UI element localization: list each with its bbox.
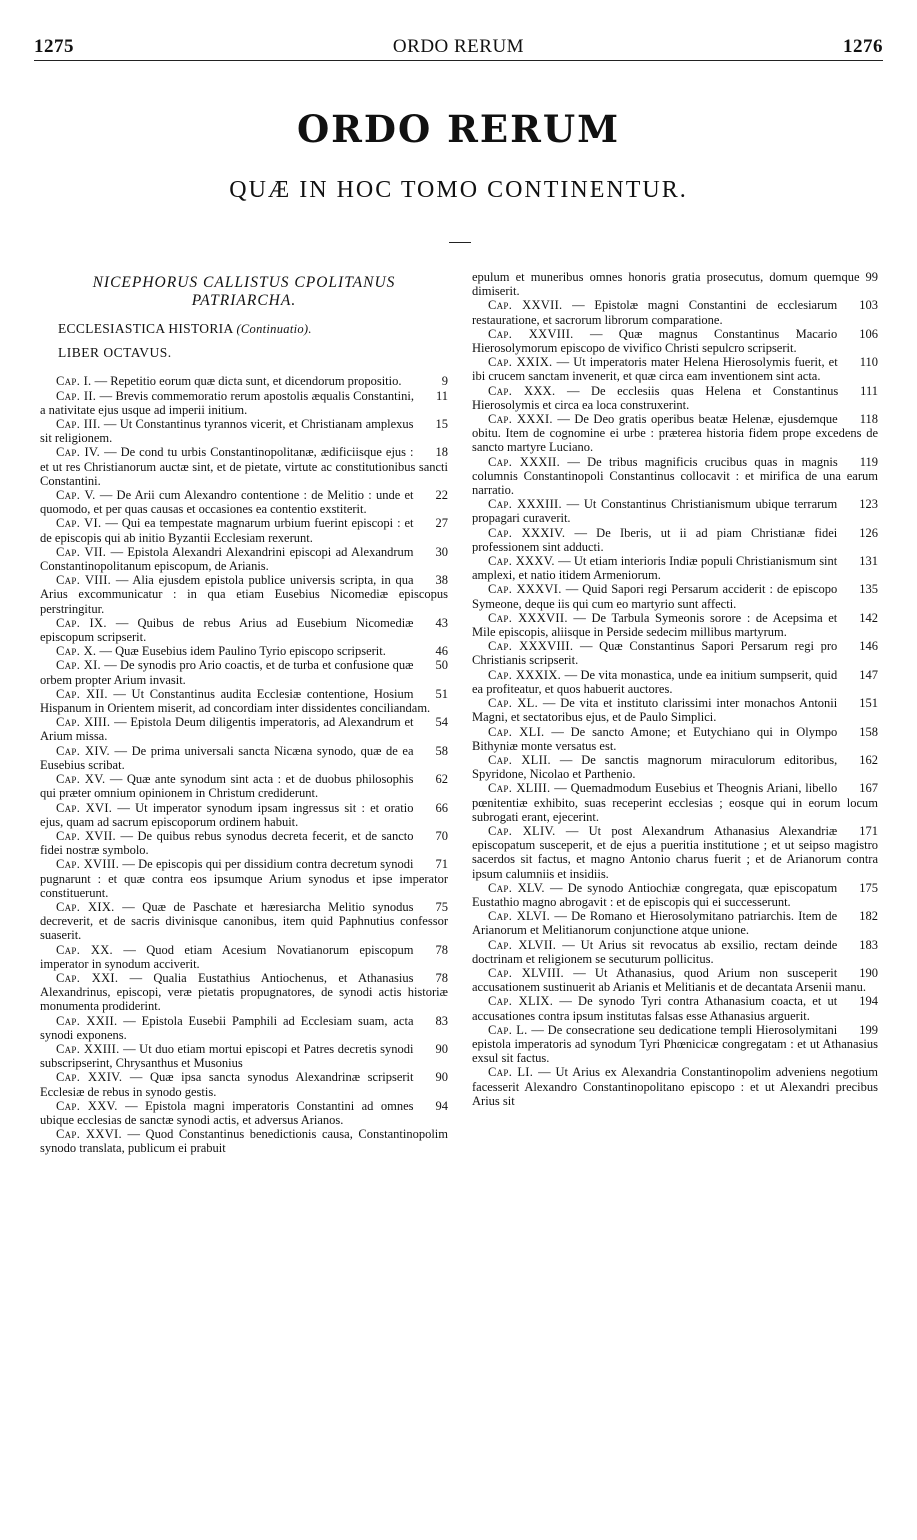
entry-text: — De ecclesiis quas Helena et Constantinus Hierosolymis et circa ea loca construxerint. xyxy=(472,383,839,412)
toc-entry xyxy=(472,1023,878,1066)
entry-text: — De vita monastica, unde ea initium sumpserit, quid ea profiteatur, et quos habuerit auctores. xyxy=(472,667,838,696)
entry-text: — Ut Constantinus tyrannos vicerit, et Christianam amplexus sit religionem. xyxy=(40,417,414,446)
entry-chapter: Cap. XXXVIII. xyxy=(488,639,574,654)
entry-chapter: Cap. V. xyxy=(56,488,96,503)
toc-entry xyxy=(40,658,448,686)
toc-entry xyxy=(472,725,878,753)
running-title: ORDO RERUM xyxy=(392,36,525,57)
entry-page: 126 xyxy=(859,525,878,540)
toc-entry xyxy=(40,829,448,857)
toc-entry xyxy=(472,497,878,525)
entry-text: — De cond tu urbis Constantinopolitanæ, ædificiisque ejus : et ut res Christianorum auctæ sint, et de pietate, virtute ac constitutionibus sancti Constantini. xyxy=(40,445,448,488)
entry-page: 111 xyxy=(860,383,878,398)
entry-page: 15 xyxy=(435,417,448,432)
entry-page: 194 xyxy=(859,994,878,1009)
entry-text: — Quæ de Paschate et hæresiarcha Melitio synodus decreverit, et de sacris divinisque canonibus, item quid Paphnutius confessor suaserit. xyxy=(40,899,448,943)
entry-page: 83 xyxy=(435,1013,448,1028)
entry-chapter: Cap. XVI. xyxy=(56,800,113,815)
entry-text: — De episcopis qui per dissidium contra decretum synodi pugnarunt : et quæ contra eos ipsumque Arium synodus et ipse imperator constituerunt. xyxy=(40,857,448,900)
entry-page: 118 xyxy=(859,412,878,427)
toc-entry xyxy=(472,668,878,696)
entry-page: 22 xyxy=(435,488,448,503)
entry-page: 50 xyxy=(435,658,448,673)
entry-text: — Quod etiam Acesium Novatianorum episcopum imperator in synodum acciverit. xyxy=(40,942,414,971)
right-column xyxy=(472,270,878,1108)
entry-page: 11 xyxy=(435,388,448,403)
entry-page: 158 xyxy=(859,724,878,739)
toc-entry xyxy=(472,611,878,639)
entry-chapter: Cap. XXIX. xyxy=(488,355,553,370)
entry-text: — Epistola Eusebii Pamphili ad Ecclesiam suam, acta synodi exponens. xyxy=(40,1013,414,1042)
toc-entry xyxy=(472,824,878,881)
toc-entry xyxy=(40,801,448,829)
entry-chapter: Cap. XXV. xyxy=(56,1098,118,1113)
entry-text: — De prima universali sancta Nicæna synodo, quæ de ea Eusebius scribat. xyxy=(40,743,414,772)
entry-chapter: Cap. XXXII. xyxy=(488,454,561,469)
entry-page: 171 xyxy=(859,823,878,838)
toc-entry xyxy=(40,744,448,772)
entry-chapter: Cap. III. xyxy=(56,417,101,432)
entry-chapter: Cap. XL. xyxy=(488,696,539,711)
entry-text: — Quæ magnus Constantinus Macario Hierosolymorum episcopo de vivifico Christi sepulcro scripserit. xyxy=(472,326,838,356)
entry-chapter: Cap. XXIV. xyxy=(56,1070,123,1085)
entry-page: 106 xyxy=(859,326,878,341)
entry-text: — De quibus rebus synodus decreta fecerit, et de sancto fidei nostræ symbolo. xyxy=(40,828,414,858)
entry-text: — Epistola Deum diligentis imperatoris, ad Alexandrum et Arium missa. xyxy=(40,715,414,744)
toc-entry xyxy=(472,909,878,937)
entry-text: — De consecratione seu dedicatione templi Hierosolymitani epistola imperatoris ad synodum Tyri Phœnicicæ congregatam : et ut Athanasius exsul sit factus. xyxy=(472,1022,878,1066)
entry-chapter: Cap. XLIX. xyxy=(488,994,554,1009)
toc-entry xyxy=(40,1070,448,1098)
entry-page: 54 xyxy=(435,715,448,730)
entry-page: 146 xyxy=(859,639,878,654)
entry-text: — Quæ ipsa sancta synodus Alexandrinæ scripserit Ecclesiæ de rebus in synodo gestis. xyxy=(40,1070,414,1099)
toc-entry xyxy=(40,644,448,658)
entry-page: 71 xyxy=(435,857,448,872)
entry-page: 62 xyxy=(435,772,448,787)
entry-text: — Qualia Eustathius Antiochenus, et Athanasius Alexandrinus, episcopi, veræ pietatis propugnatores, de synodi actis historiæ monumenta prodiderint. xyxy=(40,970,448,1014)
page-number-left: 1275 xyxy=(34,36,74,57)
toc-entry xyxy=(472,938,878,966)
entry-page: 110 xyxy=(859,355,878,370)
entry-text: — De synodo Tyri contra Athanasium coacta, et ut accusationes contra ipsum institutas falsas esse Athanasius arguerit. xyxy=(472,994,838,1023)
entry-text: — Ut Arius ex Alexandria Constantinopolim adveniens negotium facesserit Alexandro Constantinopolitano episcopo : et ut Alexandri precibus Arius sit xyxy=(472,1065,879,1108)
entry-chapter: Cap. XLVIII. xyxy=(488,965,564,980)
entry-text: — De synodis pro Ario coactis, et de turba et confusione quæ orbem propter Arium invasit. xyxy=(40,658,414,687)
entry-page: 66 xyxy=(435,800,448,815)
entry-text: — Quid Sapori regi Persarum acciderit : de episcopo Symeone, deque iis qui cum eo martyrio sunt affecti. xyxy=(472,582,838,611)
entry-page: 46 xyxy=(435,644,448,659)
toc-entry xyxy=(40,1042,448,1070)
entry-text: — Quemadmodum Eusebius et Theognis Ariani, libello pœnitentiæ exhibito, suas receperint ecclesias ; eosque qui in eorum locum subrogati erant, ejecerint. xyxy=(472,781,878,824)
entry-text: — Brevis commemoratio rerum apostolis æqualis Constantini, a nativitate ejus usque ad imperii initium. xyxy=(40,388,414,417)
work-title-note: (Continuatio). xyxy=(236,322,312,336)
toc-entry xyxy=(40,616,448,644)
entry-chapter: Cap. XXXV. xyxy=(488,554,555,569)
toc-entry xyxy=(40,417,448,445)
entry-page: 58 xyxy=(435,743,448,758)
author-heading: NICEPHORUS CALLISTUS CPOLITANUS PATRIARCHA. xyxy=(92,274,396,309)
entry-text: epulum et muneribus omnes honoris gratia prosecutus, domum quemque dimiserit. xyxy=(472,270,860,299)
entry-chapter: Cap. XLVII. xyxy=(488,937,557,952)
entry-text: — Quæ Eusebius idem Paulino Tyrio episcopo scripserit. xyxy=(99,644,386,659)
toc-entry xyxy=(40,389,448,417)
running-header xyxy=(34,32,883,61)
entry-text: — Quæ ante synodum sint acta : et de duobus philosophis qui præter omnium opinionem in Christum crediderunt. xyxy=(40,772,414,801)
entry-chapter: Cap. XXIII. xyxy=(56,1041,120,1056)
right-entries-list xyxy=(472,298,878,1108)
entry-page: 78 xyxy=(435,942,448,957)
entry-page: 119 xyxy=(859,454,878,469)
entry-chapter: Cap. XLIII. xyxy=(488,781,551,796)
entry-chapter: Cap. L. xyxy=(488,1022,528,1037)
entry-chapter: Cap. XXII. xyxy=(56,1013,118,1028)
entry-chapter: Cap. XV. xyxy=(56,772,106,787)
entry-page: 131 xyxy=(859,554,878,569)
toc-entry xyxy=(472,1065,878,1108)
toc-entry xyxy=(472,966,878,994)
entry-page: 99 xyxy=(865,270,878,284)
entry-chapter: Cap. XLIV. xyxy=(488,823,556,838)
entry-chapter: Cap. XXI. xyxy=(56,970,119,985)
entry-page: 70 xyxy=(435,828,448,843)
entry-chapter: Cap. VII. xyxy=(56,544,107,559)
toc-entry xyxy=(40,374,448,388)
entry-page: 151 xyxy=(859,696,878,711)
entry-text: — Ut Arius sit revocatus ab exsilio, rectam deinde doctrinam et religionem se secuturum pollicitus. xyxy=(472,937,838,966)
entry-chapter: Cap. XXX. xyxy=(488,383,556,398)
entry-chapter: Cap. XLV. xyxy=(488,880,545,895)
toc-entry xyxy=(472,696,878,724)
entry-page: 90 xyxy=(435,1041,448,1056)
toc-entry xyxy=(472,554,878,582)
entry-chapter: Cap. XLVI. xyxy=(488,909,551,924)
entry-page: 90 xyxy=(435,1070,448,1085)
toc-entry xyxy=(40,1014,448,1042)
entry-text: — Quod Constantinus benedictionis causa, Constantinopolim synodo translata, publicum ei prabuit xyxy=(40,1127,449,1156)
entry-chapter: Cap. XX. xyxy=(56,942,113,957)
entry-text: — De vita et instituto clarissimi inter monachos Antonii Magni, et sectatoribus ejus, et de Paulo Simplici. xyxy=(472,696,838,725)
entry-page: 43 xyxy=(435,615,448,630)
entry-text: — Ut Athanasius, quod Arium non susceperit accusationem sustinuerit ab Arianis et Melitianis et de decantata Arsenii manu. xyxy=(472,965,866,995)
entry-chapter: Cap. IX. xyxy=(56,615,107,630)
entry-text: — Ut etiam interioris Indiæ populi Christianismum sint amplexi, et natio itidem Armeniorum. xyxy=(472,554,838,583)
toc-entry xyxy=(472,412,878,455)
toc-entry xyxy=(40,715,448,743)
title-divider xyxy=(449,242,471,243)
toc-entry xyxy=(40,857,448,900)
entry-text: — Qui ea tempestate magnarum urbium fuerint episcopi : et de episcopis qui ab initio Byzantii Ecclesiam rexerunt. xyxy=(40,516,414,545)
entry-chapter: Cap. XXVIII. xyxy=(488,326,574,341)
entry-page: 167 xyxy=(859,781,878,796)
entry-page: 162 xyxy=(859,752,878,767)
entry-chapter: Cap. XXXIV. xyxy=(488,525,566,540)
entry-chapter: Cap. XIV. xyxy=(56,743,110,758)
entry-page: 30 xyxy=(435,544,448,559)
entry-chapter: Cap. XXVII. xyxy=(488,298,563,313)
entry-chapter: Cap. II. xyxy=(56,388,97,403)
entry-text: — Epistolæ magni Constantini de ecclesiarum restauratione, et sacrorum librorum comparatione. xyxy=(472,298,838,327)
toc-entry xyxy=(472,327,878,355)
entry-page: 18 xyxy=(435,445,448,460)
entry-chapter: Cap. X. xyxy=(56,644,97,659)
entry-chapter: Cap. XIII. xyxy=(56,715,111,730)
entry-page: 75 xyxy=(435,899,448,914)
entry-text: — Ut post Alexandrum Athanasius Alexandriæ episcopatum susceperit, et de ejus a pueritia institutione ; et ut seipso magistro sacerdos sit factus, et magno Antonio charus fuerit ; et de Arianorum contra ipsum calumniis et insidiis. xyxy=(472,823,878,881)
entry-text: — Ut duo etiam mortui episcopi et Patres decretis synodi subscripserint, Chrysanthus et Musonius xyxy=(40,1041,414,1071)
toc-entry xyxy=(40,1127,448,1155)
entry-text: — De synodo Antiochiæ congregata, quæ episcopatum Eustathio magno abrogavit : et de episcopis qui ei successerunt. xyxy=(472,880,838,909)
page-number-right: 1276 xyxy=(843,36,883,57)
entry-chapter: Cap. XII. xyxy=(56,686,108,701)
entry-text: — Ut imperatoris mater Helena Hierosolymis fuerit, et ibi crucem sanctam invenerit, et quæ circa eam inventionem sint acta. xyxy=(472,355,838,384)
toc-entry xyxy=(472,639,878,667)
entry-chapter: Cap. XXXVI. xyxy=(488,582,562,597)
left-entries-list xyxy=(40,374,448,1155)
entry-text: — De Iberis, ut ii ad piam Christianæ fidei professionem sint adducti. xyxy=(472,525,838,554)
entry-text: — De tribus magnificis crucibus quas in magnis columnis Constantinopoli Constantinus collocavit : et mirifica de una earum narratio. xyxy=(472,454,878,498)
entry-page: 94 xyxy=(435,1098,448,1113)
toc-entry xyxy=(40,687,448,715)
toc-entry xyxy=(40,445,448,488)
entry-text: — De Deo gratis operibus beatæ Helenæ, ejusdemque obitu. Item de cognomine ei urbe : præterea historia fidem prope excedens de sancto martyre Luciano. xyxy=(472,412,878,455)
toc-entry xyxy=(40,545,448,573)
entry-text: — Quæ Constantinus Sapori Persarum regi pro Christianis scripserit. xyxy=(472,639,838,668)
toc-entry xyxy=(40,772,448,800)
left-column xyxy=(40,270,448,1156)
toc-entry xyxy=(472,753,878,781)
entry-chapter: Cap. I. xyxy=(56,374,92,389)
toc-entry xyxy=(40,573,448,616)
page-subtitle: QUÆ IN HOC TOMO CONTINENTUR. xyxy=(229,177,688,203)
entry-chapter: Cap. XXVI. xyxy=(56,1127,122,1142)
entry-text: — De Tarbula Symeonis sorore : de Acepsima et Mile episcopis, aliisque in Perside sedecim millibus martyrum. xyxy=(472,610,838,640)
entry-chapter: Cap. XIX. xyxy=(56,899,115,914)
toc-entry xyxy=(472,582,878,610)
work-title-text: ECCLESIASTICA HISTORIA xyxy=(58,321,233,336)
toc-entry xyxy=(40,516,448,544)
entry-page: 199 xyxy=(859,1022,878,1037)
toc-entry xyxy=(40,943,448,971)
work-title xyxy=(58,322,448,336)
entry-chapter: Cap. XVIII. xyxy=(56,857,120,872)
page-title: ORDO RERUM xyxy=(296,107,621,151)
entry-chapter: Cap. XVII. xyxy=(56,828,116,843)
entry-chapter: Cap. VIII. xyxy=(56,573,112,588)
entry-page: 183 xyxy=(859,937,878,952)
entry-text: — De Romano et Hierosolymitano patriarchis. Item de Arianorum et Melitianorum conjunctione atque unione. xyxy=(472,909,838,938)
entry-page: 51 xyxy=(435,686,448,701)
entry-page: 103 xyxy=(859,298,878,313)
entry-page: 147 xyxy=(859,667,878,682)
toc-entry xyxy=(472,526,878,554)
entry-text: — Ut Constantinus audita Ecclesiæ contentione, Hosium Hispanum in Orientem miserit, ad concordiam inter dissidentes conciliandam. xyxy=(40,686,431,716)
entry-page: 135 xyxy=(859,582,878,597)
entry-text: — De sancto Amone; et Eutychiano qui in Olympo Bithyniæ monte versatus est. xyxy=(472,724,838,753)
entry-text: — Epistola Alexandri Alexandrini episcopi ad Alexandrum Constantinopolitanum episcopum, de Arianis. xyxy=(40,544,414,574)
entry-page: 182 xyxy=(859,909,878,924)
entry-text: — De Arii cum Alexandro contentione : de Melitio : unde et quomodo, et per quas causas et occasiones ea contentio exstiterit. xyxy=(40,488,414,517)
entry-chapter: Cap. XLII. xyxy=(488,752,551,767)
entry-chapter: Cap. IV. xyxy=(56,445,101,460)
entry-chapter: Cap. XI. xyxy=(56,658,101,673)
entry-chapter: Cap. XXXIII. xyxy=(488,497,562,512)
entry-page: 38 xyxy=(435,573,448,588)
toc-entry xyxy=(40,900,448,943)
toc-entry xyxy=(472,298,878,326)
entry-text: — Ut imperator synodum ipsam ingressus sit : et oratio ejus, quam ad sacrum episcoporum ordinem habuit. xyxy=(40,800,414,829)
entry-text: — Alia ejusdem epistola publice universis scripta, in qua Arius excommunicatur : in qua etiam Eusebius Nicomediæ episcopus perstringitur. xyxy=(40,573,448,616)
entry-page: 190 xyxy=(859,965,878,980)
entry-text: — De sanctis magnorum miraculorum editoribus, Spyridone, Nicolao et Parthenio. xyxy=(472,752,838,782)
continuation-entry xyxy=(472,270,878,298)
entry-page: 27 xyxy=(435,516,448,531)
entry-text: — Ut Constantinus Christianismum ubique terrarum propagari curaverit. xyxy=(472,497,838,526)
entry-chapter: Cap. XXXVII. xyxy=(488,610,568,625)
entry-page: 142 xyxy=(859,610,878,625)
entry-text: — Repetitio eorum quæ dicta sunt, et dicendorum propositio. xyxy=(94,374,402,389)
entry-page: 175 xyxy=(859,880,878,895)
entry-chapter: Cap. XLI. xyxy=(488,724,545,739)
entry-text: — Quibus de rebus Arius ad Eusebium Nicomediæ episcopum scripserit. xyxy=(40,615,414,645)
entry-page: 78 xyxy=(435,970,448,985)
toc-entry xyxy=(40,488,448,516)
entry-text: — Epistola magni imperatoris Constantini ad omnes ubique ecclesias de sanctæ synodi actis, et adversus Arianos. xyxy=(40,1098,414,1127)
entry-page: 123 xyxy=(859,497,878,512)
toc-entry xyxy=(472,355,878,383)
entry-page: 9 xyxy=(441,374,448,389)
toc-entry xyxy=(472,455,878,498)
entry-chapter: Cap. XXXI. xyxy=(488,412,553,427)
toc-entry xyxy=(472,881,878,909)
entry-chapter: Cap. XXXIX. xyxy=(488,667,562,682)
entry-chapter: Cap. LI. xyxy=(488,1065,534,1080)
entry-chapter: Cap. VI. xyxy=(56,516,102,531)
toc-entry xyxy=(472,384,878,412)
book-heading: LIBER OCTAVUS. xyxy=(58,345,172,361)
toc-entry xyxy=(40,1099,448,1127)
toc-entry xyxy=(40,971,448,1014)
toc-entry xyxy=(472,781,878,824)
toc-entry xyxy=(472,994,878,1022)
